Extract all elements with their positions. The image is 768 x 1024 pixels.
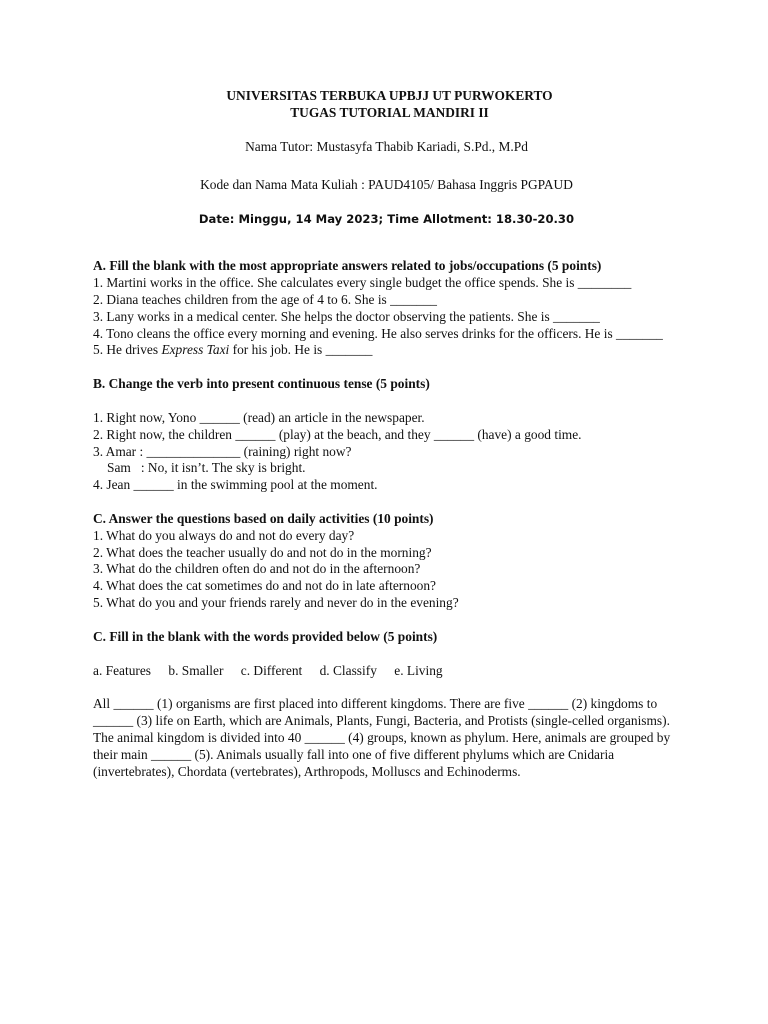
section-c <box>93 511 676 612</box>
section-a-item: 4. Tono cleans the office every morning and evening. He also serves drinks for the officers. He is _______ <box>93 325 663 341</box>
section-c-question: 1. What do you always do and not do every day? <box>93 527 355 543</box>
section-a-item-5-italic: Express Taxi <box>161 342 230 358</box>
date-time-allotment: Date: Minggu, 14 May 2023; Time Allotment: 18.30-20.30 <box>198 211 575 226</box>
section-b-item: 4. Jean ______ in the swimming pool at the moment. <box>93 477 378 493</box>
university-title: UNIVERSITAS TERBUKA UPBJJ UT PURWOKERTO <box>226 88 553 103</box>
section-c-question: 4. What does the cat sometimes do and not do in late afternoon? <box>93 578 436 594</box>
course-code: Kode dan Nama Mata Kuliah : PAUD4105/ Bahasa Inggris PGPAUD <box>200 176 573 192</box>
word-option: c. Different <box>240 662 303 678</box>
section-b <box>93 376 676 494</box>
word-option: b. Smaller <box>168 662 224 678</box>
section-a-title: A. Fill the blank with the most appropriate answers related to jobs/occupations (5 points) <box>93 258 602 274</box>
section-b-item: 3. Amar : ______________ (raining) right now? <box>93 443 352 459</box>
tutor-name: Nama Tutor: Mustasyfa Thabib Kariadi, S.Pd., M.Pd <box>245 139 528 154</box>
section-c-question: 5. What do you and your friends rarely and never do in the evening? <box>93 594 459 610</box>
word-option: d. Classify <box>319 662 377 678</box>
section-a-item: 2. Diana teaches children from the age of 4 to 6. She is _______ <box>93 291 437 307</box>
section-a-item: 3. Lany works in a medical center. She helps the doctor observing the patients. She is _______ <box>93 308 600 324</box>
section-a-item: 1. Martini works in the office. She calculates every single budget the office spends. She is ________ <box>93 275 632 291</box>
word-option: a. Features <box>93 662 152 678</box>
section-c-question: 2. What does the teacher usually do and not do in the morning? <box>93 544 432 560</box>
section-a-item-5-suffix: for his job. He is _______ <box>229 342 373 358</box>
word-option: e. Living <box>394 662 443 678</box>
section-c-question: 3. What do the children often do and not do in the afternoon? <box>93 561 421 577</box>
section-a-item-5-prefix: 5. He drives <box>93 342 162 358</box>
section-b-item: 1. Right now, Yono ______ (read) an article in the newspaper. <box>93 409 425 425</box>
assignment-title: TUGAS TUTORIAL MANDIRI II <box>290 104 489 120</box>
section-b-title: B. Change the verb into present continuous tense (5 points) <box>93 376 430 392</box>
document-header <box>103 0 676 121</box>
section-c-title: C. Answer the questions based on daily activities (10 points) <box>93 510 434 526</box>
section-fill-in-title: C. Fill in the blank with the words provided below (5 points) <box>93 628 438 644</box>
document-meta <box>97 139 676 227</box>
section-a-item <box>93 342 676 359</box>
section-b-item: 2. Right now, the children ______ (play) at the beach, and they ______ (have) a good time. <box>93 426 582 442</box>
section-a <box>93 258 676 359</box>
section-fill-in <box>93 629 676 781</box>
word-options <box>93 663 676 680</box>
section-b-item: Sam : No, it isn’t. The sky is bright. <box>107 460 306 476</box>
fill-in-paragraph: All ______ (1) organisms are first placed into different kingdoms. There are five ______ (2) kingdoms to ______ (3) life on Earth, which are Animals, Plants, Fungi, Bacteria, and Protists (single-celled organisms). The animal kingdom is divided into 40 ______ (4) groups, known as phylum. Here, animals are grouped by their main ______ (5). Animals usually fall into one of five different phylums which are Cnidaria (invertebrates), Chordata (vertebrates), Arthropods, Molluscs and Echinoderms. <box>93 696 671 779</box>
